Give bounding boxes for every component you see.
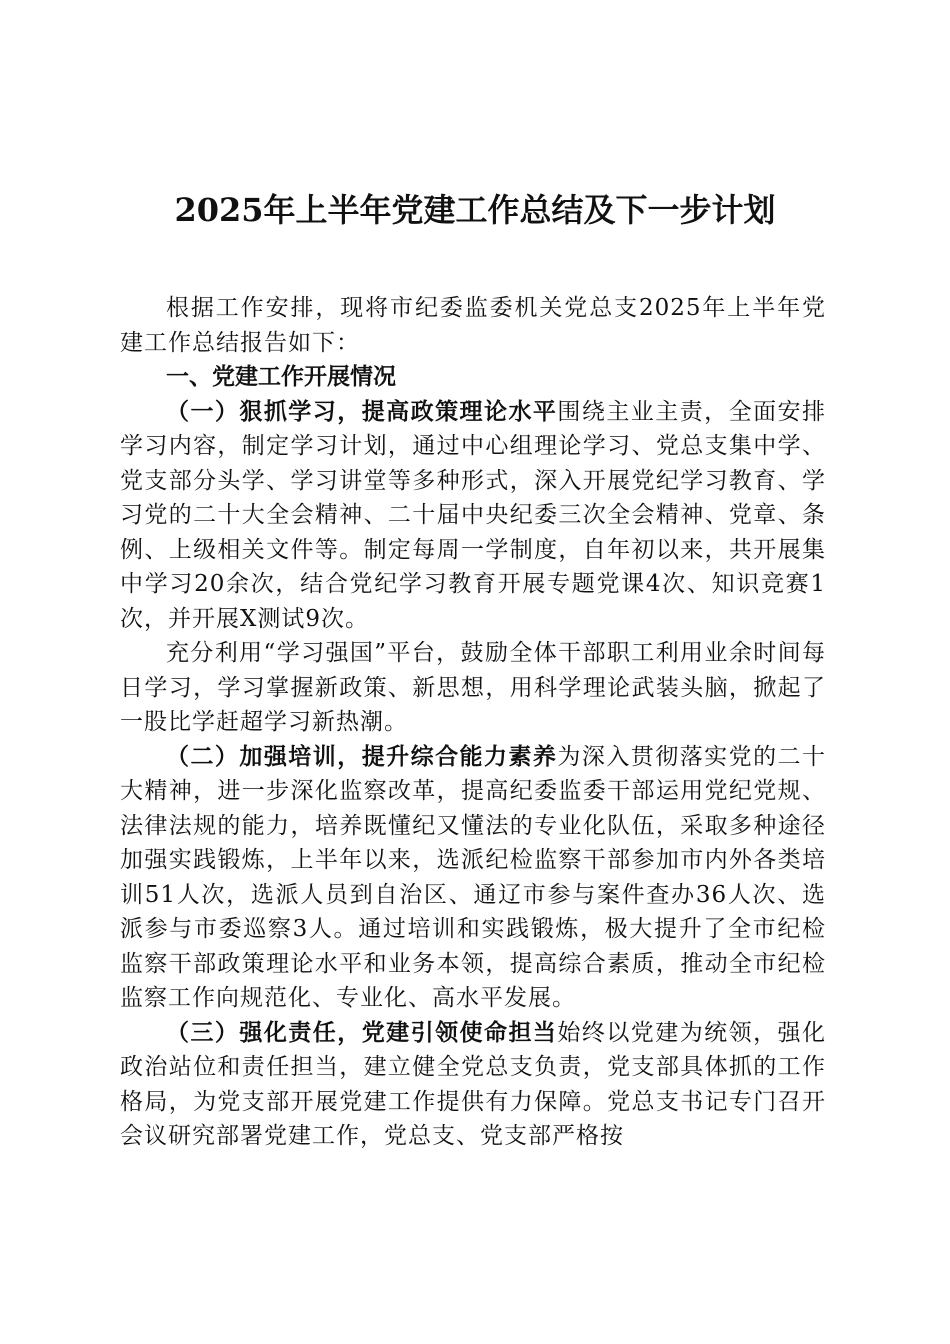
item-3-lead: （三）强化责任，党建引领使命担当 (166, 1018, 558, 1046)
item-2-paragraph (120, 740, 826, 1016)
item-2-body: 为深入贯彻落实党的二十大精神，进一步深化监察改革，提高纪委监委干部运用党纪党规、法律法规的能力，培养既懂纪又懂法的专业化队伍，采取多种途径加强实践锻炼，上半年以来，选派纪检监察干部参加市内外各类培训51人次，选派人员到自治区、通辽市参与案件查办36人次、选派参与市委巡察3人。通过培训和实践锻炼，极大提升了全市纪检监察干部政策理论水平和业务本领，提高综合素质，推动全市纪检监察工作向规范化、专业化、高水平发展。 (120, 743, 827, 1011)
item-1-body: 围绕主业主责，全面安排学习内容，制定学习计划，通过中心组理论学习、党总支集中学、党支部分头学、学习讲堂等多种形式，深入开展党纪学习教育、学习党的二十大全会精神、二十届中央纪委三次全会精神、党章、条例、上级相关文件等。制定每周一学制度，自年初以来，共开展集中学习20余次，结合党纪学习教育开展专题党课4次、知识竞赛1次，并开展X测试9次。 (120, 398, 827, 632)
document-title: 2025年上半年党建工作总结及下一步计划 (174, 191, 776, 229)
item-1-paragraph-2: 充分利用“学习强国”平台，鼓励全体干部职工利用业余时间每日学习，学习掌握新政策、新思想，用科学理论武装头脑，掀起了一股比学赶超学习新热潮。 (120, 640, 826, 735)
intro-paragraph: 根据工作安排，现将市纪委监委机关党总支2025年上半年党建工作总结报告如下： (120, 295, 826, 356)
document-body (120, 291, 826, 1154)
section-heading: 一、党建工作开展情况 (166, 364, 396, 390)
item-1-lead: （一）狠抓学习，提高政策理论水平 (166, 397, 558, 425)
item-3-body: 始终以党建为统领，强化政治站位和责任担当，建立健全党总支负责，党支部具体抓的工作格局，为党支部开展党建工作提供有力保障。党总支书记专门召开会议研究部署党建工作，党总支、党支部严格按 (120, 1019, 827, 1149)
item-1-paragraph (120, 395, 826, 637)
item-2-lead: （二）加强培训，提升综合能力素养 (166, 742, 558, 770)
item-3-paragraph (120, 1016, 826, 1154)
